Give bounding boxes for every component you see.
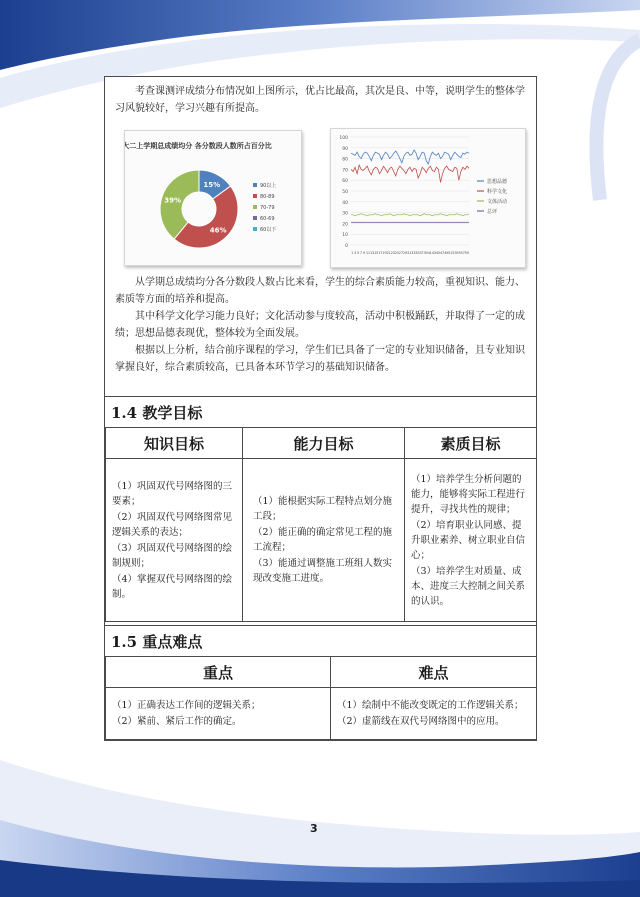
- donut-slice-label: 15%: [203, 181, 221, 190]
- series-line-科学文化: [351, 165, 469, 182]
- list-item: （1）能根据实际工程特点划分施工段；: [253, 496, 393, 522]
- legend-label: 90以上: [260, 183, 277, 189]
- list-item: （2）培育职业认同感、提升职业素养、树立职业自信心；: [411, 519, 526, 561]
- donut-chart-title: 大二上学期总成绩均分 各分数段人数所占百分比: [125, 142, 272, 150]
- donut-slice-label: 39%: [164, 196, 182, 205]
- legend-swatch: [253, 227, 257, 231]
- list-item: （1）绘制中不能改变既定的工作逻辑关系；: [337, 700, 524, 711]
- y-tick-label: 0: [345, 244, 348, 249]
- ability-goals-cell: [243, 459, 405, 622]
- donut-chart-card: [124, 130, 302, 266]
- section-1-5-heading: [105, 625, 536, 657]
- y-tick-label: 40: [342, 200, 348, 206]
- list-item: （1）培养学生分析问题的能力，能够将实际工程进行提升，寻找共性的规律；: [411, 473, 526, 515]
- header-quality-goal: 素质目标: [405, 428, 537, 459]
- section-1-5-title: 1.5 重点难点: [111, 633, 203, 651]
- y-tick-label: 10: [342, 233, 348, 239]
- header-difficulties: 难点: [331, 657, 537, 688]
- difficulties-cell: [331, 688, 537, 740]
- legend-swatch: [253, 183, 257, 187]
- list-item: （2）能正确的确定常见工程的施工流程；: [253, 527, 393, 553]
- page-number: 3: [310, 822, 318, 835]
- intro-paragraph: 考查课测评成绩分布情况如上图所示，优占比最高，其次是良、中等，说明学生的整体学习风貌较好，学习兴趣有所提高。: [115, 86, 525, 114]
- y-tick-label: 80: [342, 157, 348, 163]
- series-line-文体活动: [351, 214, 469, 216]
- donut-chart: [125, 131, 301, 265]
- list-item: （3）能通过调整施工班组人数实现改变施工进度。: [253, 558, 393, 584]
- line-chart-card: [330, 128, 526, 268]
- legend-label: 60-69: [260, 216, 275, 222]
- series-line-思想品德: [351, 150, 469, 164]
- legend-swatch: [253, 205, 257, 209]
- key-points-cell: [106, 688, 331, 740]
- list-item: （1）正确表达工作间的逻辑关系；: [112, 700, 261, 711]
- y-tick-label: 70: [342, 168, 348, 174]
- legend-label: 70-79: [260, 205, 275, 211]
- legend-label: 总评: [487, 209, 498, 215]
- legend-label: 科学文化: [487, 189, 508, 195]
- legend-label: 60以下: [260, 227, 277, 233]
- legend-swatch: [253, 194, 257, 198]
- knowledge-goals-cell: [106, 459, 243, 622]
- paragraph-4: 根据以上分析，结合前序课程的学习，学生们已具备了一定的专业知识储备，且专业知识掌握良好，综合素质较高，已具备本环节学习的基础知识储备。: [115, 345, 525, 373]
- section-1-4-heading: [105, 396, 536, 428]
- header-knowledge-goal: 知识目标: [106, 428, 243, 459]
- section-1-4-title: 1.4 教学目标: [111, 404, 203, 422]
- paragraph-2: 从学期总成绩均分各分数段人数占比来看，学生的综合素质能力较高，重视知识、能力、素质等方面的培养和提高。: [115, 277, 525, 305]
- y-tick-label: 100: [339, 136, 348, 141]
- list-item: （2）虚箭线在双代号网络图中的应用。: [337, 716, 505, 727]
- y-tick-label: 60: [342, 179, 348, 185]
- objectives-table: [105, 427, 537, 622]
- header-key-points: 重点: [106, 657, 331, 688]
- line-chart: [331, 129, 525, 267]
- list-item: （3）巩固双代号网络图的绘制规则；: [112, 542, 233, 569]
- donut-slice-label: 46%: [209, 226, 227, 235]
- legend-label: 思想品德: [487, 179, 508, 185]
- y-tick-label: 30: [342, 211, 348, 217]
- y-tick-label: 20: [342, 222, 348, 228]
- quality-goals-cell: [405, 459, 537, 622]
- list-item: （4）掌握双代号网络图的绘制。: [112, 573, 233, 600]
- key-points-table: [105, 656, 537, 740]
- list-item: （3）培养学生对质量、成本、进度三大控制之间关系的认识。: [411, 565, 526, 607]
- list-item: （2）紧前、紧后工作的确定。: [112, 716, 242, 727]
- legend-swatch: [253, 216, 257, 220]
- header-ability-goal: 能力目标: [243, 428, 405, 459]
- paragraph-3: 其中科学文化学习能力良好；文化活动参与度较高，活动中积极踊跃，并取得了一定的成绩；思想品德表现优，整体较为全面发展。: [115, 311, 525, 339]
- y-tick-label: 90: [342, 146, 348, 152]
- legend-label: 80-89: [260, 194, 275, 200]
- legend-label: 文体活动: [487, 199, 508, 205]
- x-tick-labels: 1 3 5 7 9 11131517192123252729313335373941434547495153555759: [351, 251, 469, 255]
- document-page: [104, 76, 537, 741]
- list-item: （1）巩固双代号网络图的三要素；: [112, 480, 233, 507]
- list-item: （2）巩固双代号网络图常见逻辑关系的表达；: [112, 511, 233, 538]
- y-tick-label: 50: [342, 190, 348, 195]
- charts-row: [124, 130, 524, 270]
